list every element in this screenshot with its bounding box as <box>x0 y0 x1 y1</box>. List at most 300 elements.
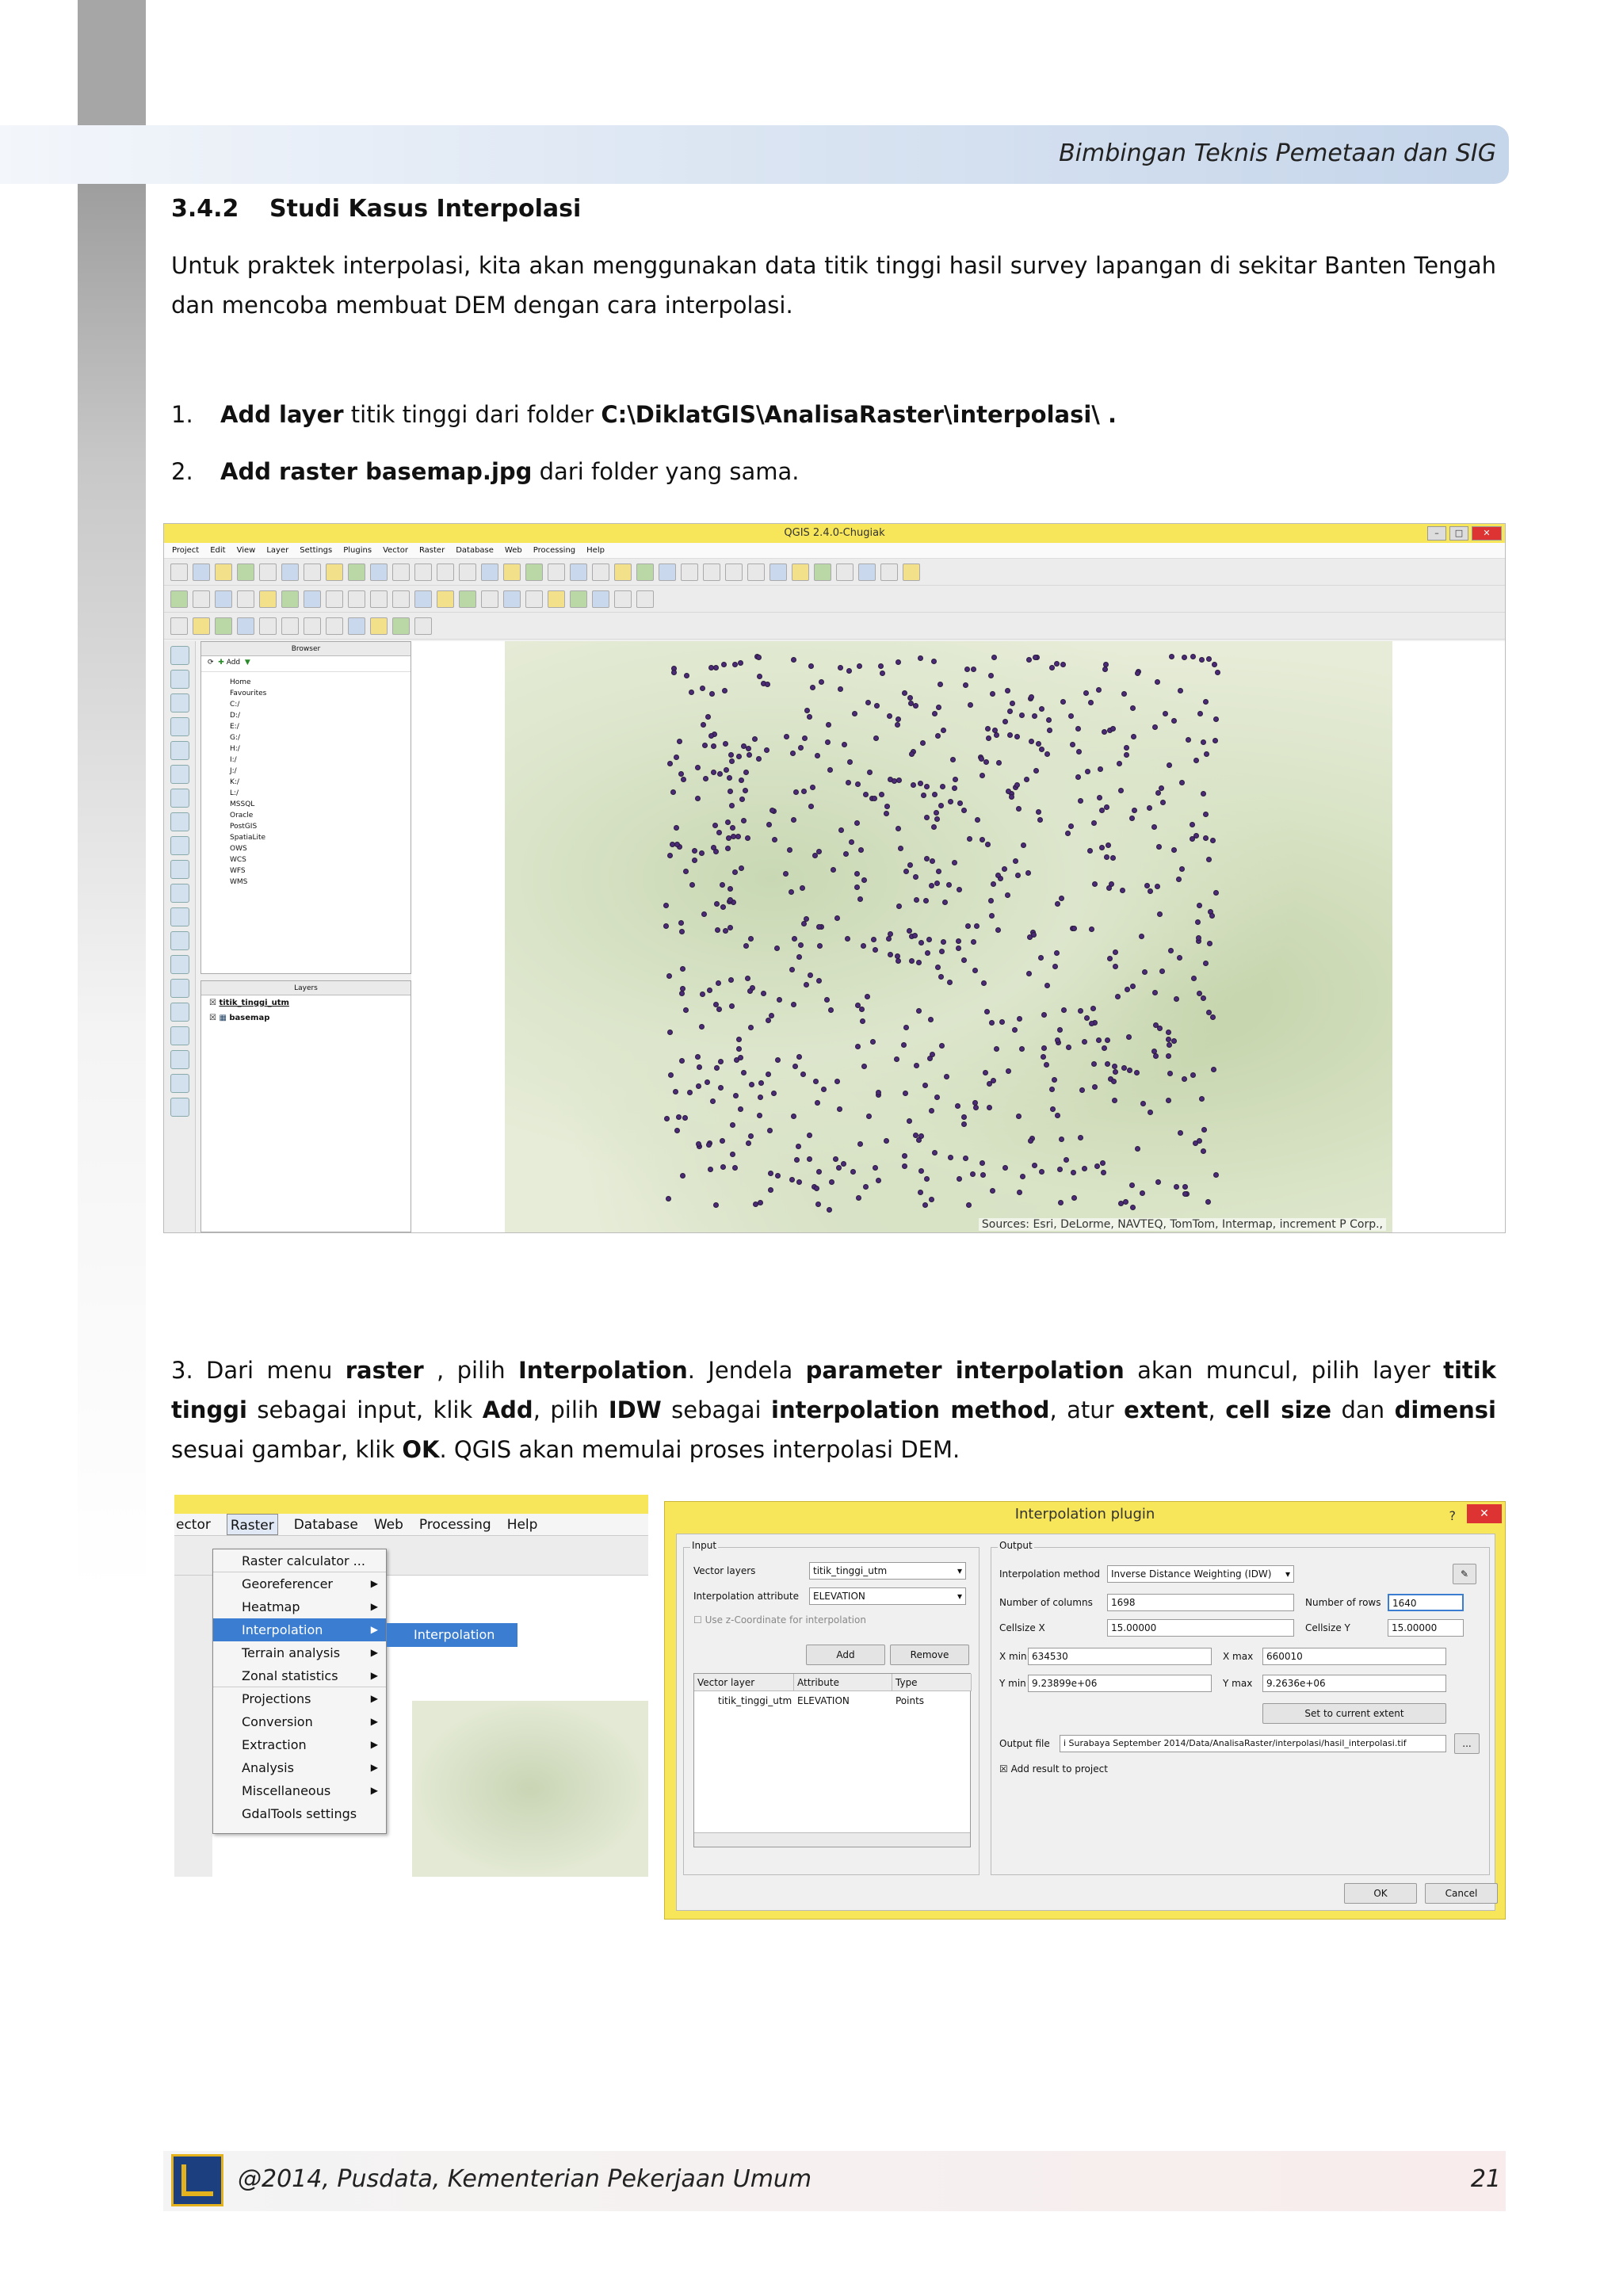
survey-point-marker <box>1171 718 1177 724</box>
browser-item[interactable]: Oracle <box>230 812 254 819</box>
toolbar-button-icon[interactable] <box>170 617 188 635</box>
toolbar-button-icon[interactable] <box>814 563 831 581</box>
survey-point-marker <box>907 1118 912 1124</box>
add-layer-icon[interactable] <box>170 860 189 879</box>
celly-input[interactable]: 15.00000 <box>1388 1619 1464 1637</box>
survey-point-marker <box>1082 1166 1087 1171</box>
toolbar-button-icon[interactable] <box>525 590 543 608</box>
toolbar-button-icon[interactable] <box>370 590 388 608</box>
toolbar-button-icon[interactable] <box>326 563 343 581</box>
step3-bold: Add <box>482 1396 533 1423</box>
raster-menu-item[interactable] <box>213 1710 386 1733</box>
toolbar-button-icon[interactable] <box>681 563 698 581</box>
raster-menu-screenshot <box>174 1495 648 1877</box>
toolbar-button-icon[interactable] <box>481 590 498 608</box>
add-icon[interactable]: ✚ <box>218 659 224 667</box>
survey-point-marker <box>948 799 953 804</box>
survey-point-marker <box>942 900 948 905</box>
menu-item[interactable]: Database <box>456 546 494 555</box>
browser-add-label[interactable]: Add <box>226 659 241 667</box>
menu-item[interactable]: Processing <box>533 546 576 555</box>
survey-point-marker <box>980 773 985 778</box>
toolbar-button-icon[interactable] <box>459 563 476 581</box>
toolbar-button-icon[interactable] <box>503 563 521 581</box>
menu-raster[interactable]: Raster <box>227 1514 278 1535</box>
browser-item[interactable]: C:/ <box>230 701 240 709</box>
toolbar-button-icon[interactable] <box>747 563 765 581</box>
toolbar-button-icon[interactable] <box>548 590 565 608</box>
checkbox-icon[interactable]: ☒ <box>209 1014 216 1022</box>
survey-point-marker <box>1130 1205 1136 1210</box>
checkbox-icon[interactable]: ☒ <box>209 999 216 1007</box>
toolbar-button-icon[interactable] <box>659 563 676 581</box>
browser-item[interactable]: L:/ <box>230 789 239 797</box>
menu-item[interactable]: Edit <box>210 546 226 555</box>
survey-point-marker <box>902 1153 907 1159</box>
survey-point-marker <box>855 1044 861 1049</box>
survey-point-marker <box>1193 1140 1198 1146</box>
add-layer-icon[interactable] <box>170 1003 189 1022</box>
survey-point-marker <box>845 936 850 942</box>
survey-point-marker <box>741 1070 747 1075</box>
survey-point-marker <box>1057 1027 1063 1033</box>
toolbar-button-icon[interactable] <box>304 563 321 581</box>
raster-menu-item[interactable] <box>213 1687 386 1710</box>
layer-name: titik_tinggi_utm <box>219 999 289 1007</box>
add-layer-icon[interactable] <box>170 741 189 760</box>
survey-point-marker <box>946 882 952 888</box>
survey-point-marker <box>922 1083 928 1088</box>
survey-point-marker <box>798 745 804 751</box>
browser-item[interactable]: D:/ <box>230 712 240 720</box>
toolbar-button-icon[interactable] <box>193 590 210 608</box>
toolbar-button-icon[interactable] <box>370 563 388 581</box>
survey-point-marker <box>1155 884 1160 889</box>
step3-bold: parameter interpolation <box>805 1357 1125 1384</box>
menu-web[interactable]: Web <box>373 1517 403 1533</box>
toolbar-button-icon[interactable] <box>281 590 299 608</box>
survey-point-marker <box>873 735 879 741</box>
browse-button[interactable]: ... <box>1454 1733 1480 1754</box>
add-layer-icon[interactable] <box>170 670 189 689</box>
ymax-input[interactable]: 9.2636e+06 <box>1262 1675 1446 1692</box>
survey-point-marker <box>1094 1163 1100 1169</box>
layer-item[interactable] <box>201 1010 411 1026</box>
toolbar-button-icon[interactable] <box>215 563 232 581</box>
toolbar-button-icon[interactable] <box>193 617 210 635</box>
table-cell[interactable]: titik_tinggi_utm <box>718 1695 792 1706</box>
output-file-input[interactable]: i Surabaya September 2014/Data/AnalisaRaster/interpolasi/hasil_interpolasi.tif <box>1060 1735 1446 1752</box>
survey-point-marker <box>791 657 796 663</box>
add-layer-icon[interactable] <box>170 717 189 736</box>
toolbar-button-icon[interactable] <box>326 590 343 608</box>
xmax-label: X max <box>1223 1651 1254 1662</box>
toolbar-button-icon[interactable] <box>237 617 254 635</box>
toolbar-button-icon[interactable] <box>237 590 254 608</box>
survey-point-marker <box>736 1037 742 1042</box>
horizontal-scrollbar[interactable] <box>694 1832 970 1847</box>
footer-text: @2014, Pusdata, Kementerian Pekerjaan Umum <box>238 2165 812 2193</box>
survey-point-marker <box>1005 688 1010 693</box>
browser-item[interactable]: H:/ <box>230 745 240 753</box>
survey-point-marker <box>748 936 754 942</box>
step3-text: akan muncul, pilih layer <box>1124 1357 1444 1384</box>
toolbar-button-icon[interactable] <box>259 563 277 581</box>
col-header-type[interactable]: Type <box>892 1674 972 1691</box>
toolbar-button-icon[interactable] <box>304 617 321 635</box>
survey-point-marker <box>973 1105 979 1110</box>
xmin-input[interactable]: 634530 <box>1028 1648 1212 1665</box>
toolbar-button-icon[interactable] <box>392 590 410 608</box>
survey-point-marker <box>1129 816 1135 821</box>
use-z-checkbox[interactable]: ☐ Use z-Coordinate for interpolation <box>693 1614 866 1626</box>
step3-bold: IDW <box>608 1396 662 1423</box>
survey-point-marker <box>730 825 735 831</box>
survey-point-marker <box>808 663 814 669</box>
table-cell[interactable]: ELEVATION <box>797 1695 850 1706</box>
survey-point-marker <box>683 1007 689 1013</box>
survey-point-marker <box>1129 1182 1135 1188</box>
survey-point-marker <box>895 722 900 728</box>
toolbar-button-icon[interactable] <box>592 590 609 608</box>
add-layer-icon[interactable] <box>170 1050 189 1069</box>
toolbar-button-icon[interactable] <box>170 590 188 608</box>
survey-point-marker <box>923 898 929 904</box>
toolbar-button-icon[interactable] <box>281 617 299 635</box>
survey-point-marker <box>922 1202 928 1208</box>
survey-point-marker <box>876 1178 881 1183</box>
toolbar-button-icon[interactable] <box>525 563 543 581</box>
minimize-button[interactable]: – <box>1427 526 1446 541</box>
toolbar-button-icon[interactable] <box>414 590 432 608</box>
toolbar-button-icon[interactable] <box>392 617 410 635</box>
filter-icon[interactable]: ▼ <box>244 659 250 667</box>
raster-menu-item[interactable] <box>213 1733 386 1756</box>
raster-menu-item[interactable] <box>213 1779 386 1802</box>
raster-menu-item[interactable] <box>213 1664 386 1687</box>
survey-point-marker <box>749 1082 754 1087</box>
toolbar-button-icon[interactable] <box>903 563 920 581</box>
col-header-vector-layer[interactable]: Vector layer <box>694 1674 794 1691</box>
survey-point-marker <box>1050 1106 1056 1112</box>
menu-processing[interactable]: Processing <box>418 1517 491 1533</box>
browser-item[interactable]: K:/ <box>230 778 239 786</box>
browser-item[interactable]: E:/ <box>230 723 239 731</box>
toolbar-button-icon[interactable] <box>636 563 654 581</box>
raster-menu-item[interactable] <box>213 1595 386 1618</box>
add-layer-icon[interactable] <box>170 789 189 808</box>
toolbar-button-icon[interactable] <box>481 563 498 581</box>
survey-point-marker <box>975 817 980 823</box>
toolbar-button-icon[interactable] <box>437 590 454 608</box>
toolbar-button-icon[interactable] <box>769 563 787 581</box>
menu-database[interactable]: Database <box>293 1517 358 1533</box>
survey-point-marker <box>941 728 946 733</box>
browser-item[interactable]: I:/ <box>230 756 237 764</box>
toolbar-button-icon[interactable] <box>570 563 587 581</box>
step-bold: Add raster basemap.jpg <box>220 458 533 485</box>
survey-point-marker <box>757 674 762 679</box>
survey-point-marker <box>857 663 862 669</box>
toolbar-button-icon[interactable] <box>592 563 609 581</box>
survey-point-marker <box>678 920 684 926</box>
add-layer-icon[interactable] <box>170 884 189 903</box>
menu-item[interactable]: View <box>236 546 256 555</box>
col-header-attribute[interactable]: Attribute <box>794 1674 892 1691</box>
survey-point-marker <box>813 1079 819 1084</box>
raster-menu-item[interactable] <box>213 1549 386 1572</box>
menu-item[interactable]: Web <box>504 546 522 555</box>
toolbar-button-icon[interactable] <box>170 563 188 581</box>
survey-point-marker <box>730 1152 735 1157</box>
maximize-button[interactable]: □ <box>1449 526 1468 541</box>
qgis-window-title: QGIS 2.4.0-Chugiak <box>784 527 885 539</box>
toolbar-button-icon[interactable] <box>348 617 365 635</box>
survey-point-marker <box>1082 1039 1087 1045</box>
toolbar-button-icon[interactable] <box>370 617 388 635</box>
survey-point-marker <box>1124 752 1129 758</box>
raster-menu-item[interactable] <box>213 1802 386 1825</box>
survey-point-marker <box>722 688 727 693</box>
table-cell[interactable]: Points <box>896 1695 925 1706</box>
toolbar-button-icon[interactable] <box>703 563 720 581</box>
survey-point-marker <box>1044 983 1050 988</box>
survey-point-marker <box>884 804 890 809</box>
ymin-input[interactable]: 9.23899e+06 <box>1028 1675 1212 1692</box>
raster-menu-item[interactable] <box>213 1641 386 1664</box>
toolbar-button-icon[interactable] <box>858 563 876 581</box>
toolbar-button-icon[interactable] <box>836 563 854 581</box>
add-result-checkbox[interactable]: ☒ Add result to project <box>999 1763 1108 1775</box>
interpolation-dialog <box>664 1501 1506 1920</box>
browser-item[interactable]: WCS <box>230 856 246 864</box>
toolbar-button-icon[interactable] <box>259 617 277 635</box>
close-button[interactable]: ✕ <box>1467 1504 1502 1523</box>
toolbar-button-icon[interactable] <box>304 590 321 608</box>
survey-point-marker <box>961 808 967 813</box>
survey-point-marker <box>824 997 830 1003</box>
toolbar-button-icon[interactable] <box>193 563 210 581</box>
toolbar-button-icon[interactable] <box>348 563 365 581</box>
map-canvas[interactable] <box>505 641 1392 1233</box>
raster-menu-label: Zonal statistics <box>242 1668 338 1683</box>
menu-item[interactable]: Project <box>172 546 200 555</box>
menu-item[interactable]: Settings <box>300 546 333 555</box>
survey-point-marker <box>756 756 762 762</box>
browser-item[interactable]: MSSQL <box>230 800 255 808</box>
raster-menu-item[interactable] <box>213 1572 386 1595</box>
browser-item[interactable]: Home <box>230 678 251 686</box>
toolbar-button-icon[interactable] <box>792 563 809 581</box>
survey-point-marker <box>1124 745 1129 751</box>
raster-menu-label: Miscellaneous <box>242 1783 331 1798</box>
add-button[interactable]: Add <box>806 1645 885 1665</box>
survey-point-marker <box>1203 699 1209 705</box>
step3-text: sebagai <box>661 1396 772 1423</box>
survey-point-marker <box>663 923 669 929</box>
survey-point-marker <box>834 915 840 921</box>
toolbar-button-icon[interactable] <box>614 563 632 581</box>
browser-item[interactable]: OWS <box>230 845 247 853</box>
survey-point-marker <box>1014 782 1020 788</box>
set-extent-button[interactable]: Set to current extent <box>1262 1703 1446 1724</box>
interp-attr-select[interactable] <box>809 1587 966 1605</box>
toolbar-button-icon[interactable] <box>281 563 299 581</box>
survey-point-marker <box>852 711 857 716</box>
add-layer-icon[interactable] <box>170 955 189 974</box>
survey-point-marker <box>863 792 869 797</box>
toolbar-button-icon[interactable] <box>614 590 632 608</box>
survey-point-marker <box>1176 877 1182 882</box>
browser-item[interactable]: WMS <box>230 878 248 886</box>
toolbar-button-icon[interactable] <box>215 590 232 608</box>
browser-item[interactable]: SpatiaLite <box>230 834 266 842</box>
toolbar-button-icon[interactable] <box>570 590 587 608</box>
toolbar-button-icon[interactable] <box>348 590 365 608</box>
browser-item[interactable]: G:/ <box>230 734 241 742</box>
survey-point-marker <box>1079 1087 1085 1093</box>
layer-item[interactable] <box>201 995 411 1010</box>
qgis-toolbar-3 <box>164 613 1505 640</box>
close-button[interactable]: ✕ <box>1472 526 1502 541</box>
output-group-title: Output <box>999 1540 1033 1551</box>
survey-point-marker <box>932 1150 938 1156</box>
survey-point-marker <box>1182 1076 1187 1082</box>
browser-item[interactable]: J:/ <box>230 767 237 775</box>
survey-point-marker <box>708 733 714 739</box>
survey-point-marker <box>1038 955 1044 961</box>
toolbar-button-icon[interactable] <box>414 563 432 581</box>
raster-menu-label: Extraction <box>242 1737 307 1752</box>
survey-point-marker <box>984 1009 990 1014</box>
survey-point-marker <box>679 1058 685 1064</box>
toolbar-button-icon[interactable] <box>392 563 410 581</box>
survey-point-marker <box>1186 737 1191 743</box>
add-layer-icon[interactable] <box>170 836 189 855</box>
menu-help[interactable]: Help <box>506 1517 538 1533</box>
survey-point-marker <box>816 1169 822 1175</box>
survey-point-marker <box>854 871 860 877</box>
raster-menu-item[interactable] <box>213 1618 386 1641</box>
survey-point-marker <box>874 703 880 709</box>
menu-item[interactable]: Plugins <box>343 546 372 555</box>
raster-menu-label: Raster calculator ... <box>242 1553 365 1568</box>
add-layer-icon[interactable] <box>170 907 189 926</box>
survey-point-marker <box>838 686 843 692</box>
add-layer-icon[interactable] <box>170 931 189 950</box>
survey-point-marker <box>865 994 870 999</box>
interpolation-submenu-item[interactable]: Interpolation <box>387 1623 517 1647</box>
cellx-input[interactable]: 15.00000 <box>1107 1619 1294 1637</box>
toolbar-button-icon[interactable] <box>725 563 743 581</box>
survey-point-marker <box>929 1197 934 1202</box>
toolbar-button-icon[interactable] <box>548 563 565 581</box>
toolbar-button-icon[interactable] <box>880 563 898 581</box>
survey-point-marker <box>940 784 945 789</box>
toolbar-button-icon[interactable] <box>326 617 343 635</box>
cols-input[interactable]: 1698 <box>1107 1594 1294 1611</box>
survey-point-marker <box>1017 1016 1022 1022</box>
survey-point-marker <box>1131 734 1136 739</box>
browser-item[interactable]: PostGIS <box>230 823 258 831</box>
browser-item[interactable]: WFS <box>230 867 246 875</box>
survey-point-marker <box>854 884 860 890</box>
toolbar-button-icon[interactable] <box>636 590 654 608</box>
toolbar-button-icon[interactable] <box>437 563 454 581</box>
survey-point-marker <box>1191 976 1197 981</box>
interp-attr-label: Interpolation attribute <box>693 1591 799 1602</box>
menu-item[interactable]: Layer <box>266 546 289 555</box>
add-layer-icon[interactable] <box>170 1098 189 1117</box>
survey-point-marker <box>1166 1098 1171 1103</box>
step3-bold: interpolation method <box>771 1396 1050 1423</box>
toolbar-button-icon[interactable] <box>237 563 254 581</box>
output-file-label: Output file <box>999 1738 1050 1749</box>
add-layer-icon[interactable] <box>170 646 189 665</box>
cancel-button[interactable]: Cancel <box>1425 1883 1498 1904</box>
survey-point-marker <box>995 927 1001 933</box>
survey-point-marker <box>1190 836 1195 842</box>
help-button[interactable]: ? <box>1449 1508 1456 1523</box>
add-layer-icon[interactable] <box>170 765 189 784</box>
toolbar-button-icon[interactable] <box>503 590 521 608</box>
survey-point-marker <box>1092 1084 1098 1090</box>
survey-point-marker <box>1203 835 1209 841</box>
survey-point-marker <box>884 1138 889 1144</box>
add-layer-icon[interactable] <box>170 812 189 831</box>
survey-point-marker <box>1206 656 1212 662</box>
survey-point-marker <box>1098 766 1103 772</box>
menu-item[interactable]: Help <box>586 546 605 555</box>
menu-item[interactable]: Raster <box>418 546 445 555</box>
survey-point-marker <box>921 793 926 798</box>
settings-button[interactable] <box>1453 1564 1476 1584</box>
survey-point-marker <box>815 1201 821 1207</box>
method-select[interactable] <box>1107 1565 1294 1583</box>
browser-panel <box>200 641 411 974</box>
survey-point-marker <box>775 1057 781 1063</box>
menu-vector[interactable]: ector <box>176 1517 211 1533</box>
toolbar-button-icon[interactable] <box>414 617 432 635</box>
survey-point-marker <box>815 1100 820 1106</box>
add-layer-icon[interactable] <box>170 1074 189 1093</box>
survey-point-marker <box>777 997 782 1003</box>
add-layer-icon[interactable] <box>170 1026 189 1045</box>
toolbar-button-icon[interactable] <box>459 590 476 608</box>
input-layers-table <box>693 1673 971 1847</box>
rows-input[interactable]: 1640 <box>1388 1594 1464 1611</box>
step-3-paragraph <box>171 1350 1496 1469</box>
add-layer-icon[interactable] <box>170 693 189 712</box>
survey-point-marker <box>808 804 814 809</box>
survey-point-marker <box>918 1133 924 1139</box>
browser-item[interactable]: Favourites <box>230 690 267 697</box>
survey-point-marker <box>1033 655 1038 660</box>
ok-button[interactable]: OK <box>1344 1883 1417 1904</box>
xmax-input[interactable]: 660010 <box>1262 1648 1446 1665</box>
survey-point-marker <box>856 1195 861 1201</box>
remove-button[interactable]: Remove <box>890 1645 969 1665</box>
vector-layers-select[interactable] <box>809 1562 966 1580</box>
add-layer-icon[interactable] <box>170 979 189 998</box>
raster-menu-item[interactable] <box>213 1756 386 1779</box>
survey-point-marker <box>1057 1167 1063 1172</box>
toolbar-button-icon[interactable] <box>215 617 232 635</box>
refresh-icon[interactable]: ⟳ <box>208 659 214 667</box>
survey-point-marker <box>766 822 772 827</box>
menu-item[interactable]: Vector <box>383 546 408 555</box>
toolbar-button-icon[interactable] <box>259 590 277 608</box>
